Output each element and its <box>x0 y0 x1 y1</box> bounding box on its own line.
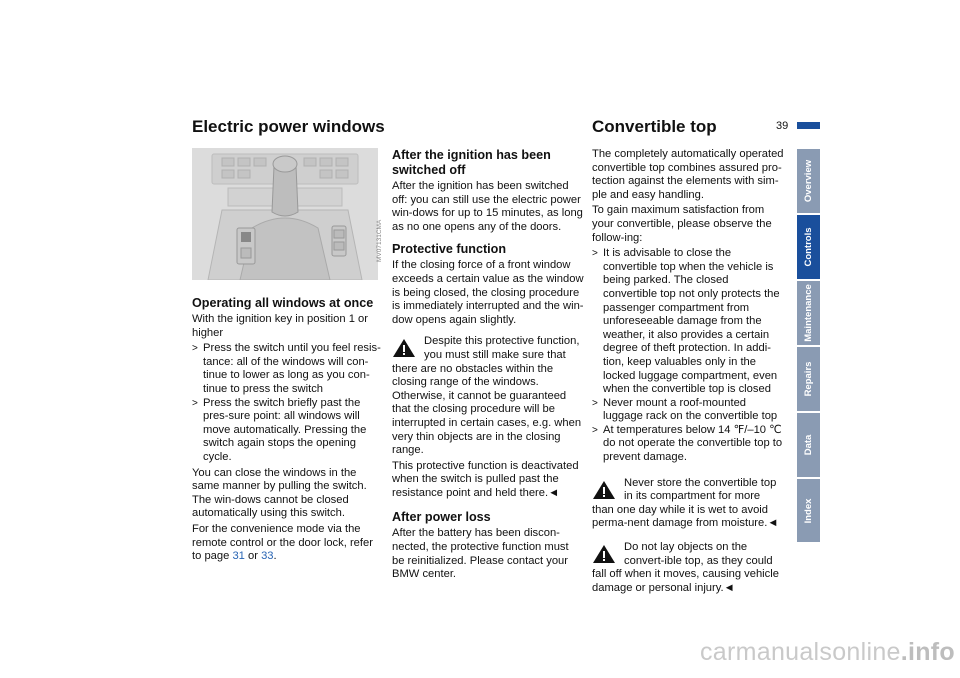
list-item: > It is advisable to close the convertible top when the vehicle is being parked. The closed convertible top not only protects the passenger compartment from unforeseeable damage from the weather, it also provides a certain degree of theft protection. In addi-tion, keep valuables only in the locked luggage compartment, even when the convertible top is closed <box>592 247 784 397</box>
page-link-31[interactable]: 31 <box>232 550 245 563</box>
para-ignition: After the ignition has been switched off: you can still use the electric power win-dows for up to 15 minutes, as long as no one opens any of the doors. <box>392 180 583 233</box>
middle-column <box>392 148 584 584</box>
page-accent-bar <box>797 122 820 129</box>
image-code: MV07131CMA <box>376 219 383 262</box>
warning-protective: Despite this protective function, you must still make sure that there are no obstacles within the closing range of the windows. Otherwise, it cannot be guaranteed that the closing procedure will be interrupted in certain cases, e.g. when very thin objects are in the closing range. This protective function is deactivated when the switch is pulled past the resistance point and held there.◄ <box>392 335 582 499</box>
tab-index[interactable]: Index <box>797 479 820 543</box>
right-column <box>592 148 784 597</box>
para-close: You can close the windows in the same manner by pulling the switch. The win-dows cannot be closed automatically using this switch. <box>192 466 367 520</box>
para-conv-2: To gain maximum satisfaction from your convertible, please observe the follow-ing: <box>592 204 772 244</box>
para-protect: If the closing force of a front window exceeds a certain value as the window is being closed, the closing procedure is immediately interrupted and the win-dow opens again slightly. <box>392 259 584 326</box>
list-item: > Press the switch briefly past the pres-sure point: all windows will move automatically. Pressing the switch again stops the opening cycle. <box>192 397 384 465</box>
list-item: > Press the switch until you feel resis-tance: all of the windows will con-tinue to lower as long as you con-tinue to press the switch <box>192 342 384 396</box>
para-power: After the battery has been discon-nected, the protective function must be reinitialized. Please contact your BMW center. <box>392 527 569 581</box>
section-title-power-windows: Electric power windows <box>192 117 385 136</box>
tab-maintenance[interactable]: Maintenance <box>797 281 820 346</box>
conv-bullet-list <box>592 247 784 465</box>
list-item: > At temperatures below 14 ℉/–10 ℃ do not operate the convertible top to prevent damage. <box>592 424 784 465</box>
list-item: > Never mount a roof-mounted luggage rack on the convertible top <box>592 397 784 424</box>
tab-controls[interactable]: Controls <box>797 215 820 280</box>
warning-icon <box>592 480 616 500</box>
para-conv-1: The completely automatically operated convertible top combines assured pro-tection against the elements with sim-ple and easy handling. <box>592 148 784 201</box>
warning-objects-on-top: Do not lay objects on the convert-ible top, as they could fall off when it moves, causing vehicle damage or personal injury.◄ <box>592 541 779 594</box>
page-link-33[interactable]: 33 <box>261 550 274 563</box>
para-convenience: For the convenience mode via the remote control or the door lock, refer to page 31 or 33. <box>192 522 373 563</box>
tab-overview[interactable]: Overview <box>797 149 820 214</box>
op-intro: With the ignition key in position 1 or higher <box>192 313 368 339</box>
section-title-convertible-top: Convertible top <box>592 117 717 136</box>
heading-protective-function: Protective function <box>392 242 507 257</box>
tab-data[interactable]: Data <box>797 413 820 478</box>
warning-icon <box>392 338 416 358</box>
footer-watermark: carmanualsonline.info <box>699 638 955 666</box>
gear-console-illustration <box>192 148 378 280</box>
warning-icon <box>592 544 616 564</box>
page-number: 39 <box>776 120 789 132</box>
op-bullet-list <box>192 342 384 464</box>
tab-repairs[interactable]: Repairs <box>797 347 820 412</box>
left-column <box>192 296 384 566</box>
heading-operating-all-windows: Operating all windows at once <box>192 296 374 310</box>
warning-wet-top: Never store the convertible top in its compartment for more than one day while it is wet to avoid perma-nent damage from moisture.◄ <box>592 476 779 530</box>
heading-after-ignition: After the ignition has been switched off <box>392 148 551 177</box>
heading-after-power-loss: After power loss <box>392 510 491 525</box>
